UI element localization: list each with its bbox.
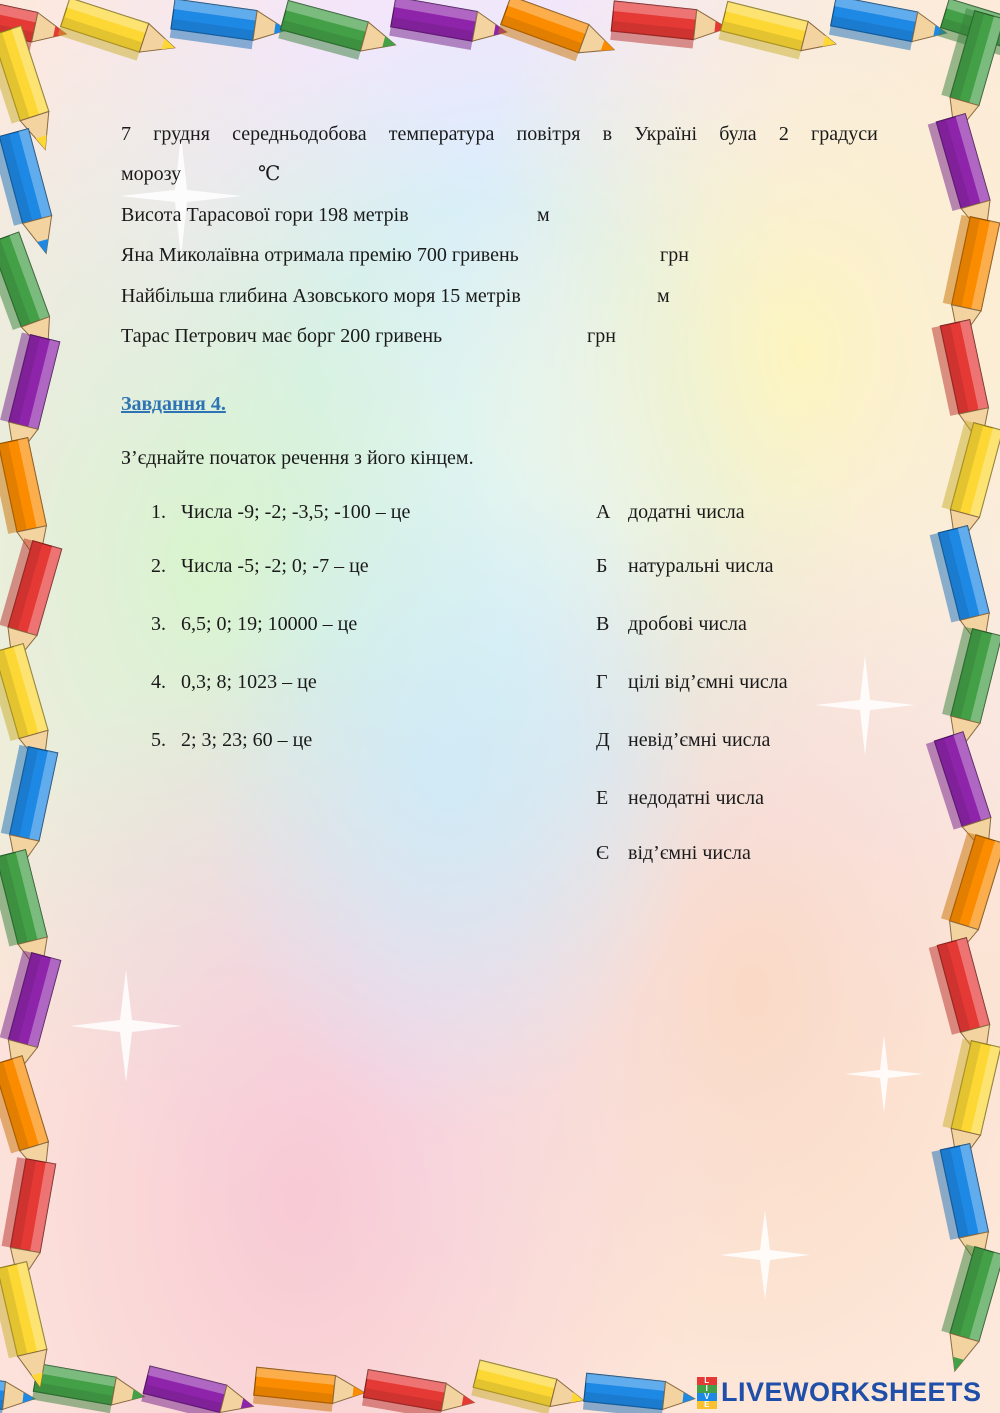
left-item-text: 2; 3; 23; 60 – це [181,729,313,751]
left-item-2 [151,554,369,578]
option-text: натуральні числа [628,555,774,577]
badge-letter: V [697,1393,717,1401]
left-item-5 [151,728,312,752]
line-1-word: середньодобова [232,123,367,145]
right-option-d [596,728,770,752]
option-text: невід’ємні числа [628,729,771,751]
left-item-text: Числа -5; -2; 0; -7 – це [181,555,369,577]
badge-letter: E [697,1401,717,1409]
exercise-line-3: Висота Тарасової гори 198 метрів [121,204,409,226]
exercise-line-6: Тарас Петрович має борг 200 гривень [121,325,443,347]
unit-hryvnia-2: грн [587,325,616,347]
line-1-word: була [719,123,757,145]
unit-hryvnia-1: грн [660,244,689,266]
exercise-line-1 [121,122,878,146]
option-text: дробові числа [628,613,747,635]
live-badge-icon [697,1377,717,1407]
task-4-title: Завдання 4. [121,393,226,415]
task-4-instruction: З’єднайте початок речення з його кінцем. [121,447,474,469]
option-letter: Г [596,671,608,693]
line-1-word: 7 [121,123,131,145]
option-letter: Е [596,787,609,809]
unit-meters-1: м [537,204,550,226]
option-text: додатні числа [628,501,745,523]
line-1-word: в [602,123,613,145]
line-1-word: Україні [634,123,698,145]
option-letter: А [596,501,611,523]
left-item-text: Числа -9; -2; -3,5; -100 – це [181,501,411,523]
right-option-e [596,786,764,810]
line-1-word: грудня [153,123,210,145]
right-option-b [596,554,773,578]
exercise-line-4: Яна Миколаївна отримала премію 700 гривень [121,244,519,266]
unit-meters-2: м [657,285,670,307]
left-item-1 [151,500,410,524]
option-letter: В [596,613,610,635]
exercise-line-2: морозу [121,163,182,185]
line-1-word: температура [388,123,495,145]
right-option-a [596,500,745,524]
left-item-number: 3. [151,613,166,635]
badge-letter: L [697,1377,717,1385]
left-item-text: 0,3; 8; 1023 – це [181,671,317,693]
option-text: недодатні числа [628,787,764,809]
badge-letter: I [697,1385,717,1393]
left-item-text: 6,5; 0; 19; 10000 – це [181,613,358,635]
left-item-number: 1. [151,501,166,523]
left-item-number: 5. [151,729,166,751]
right-option-h [596,670,788,694]
option-text: цілі від’ємні числа [628,671,788,693]
right-option-ye [596,841,751,865]
line-1-word: градуси [811,123,878,145]
left-item-3 [151,612,357,636]
exercise-line-5: Найбільша глибина Азовського моря 15 метрів [121,285,521,307]
left-item-number: 2. [151,555,166,577]
left-item-4 [151,670,317,694]
line-1-word: 2 [778,123,789,145]
option-letter: Д [596,729,610,751]
option-letter: Б [596,555,608,577]
right-option-v [596,612,747,636]
liveworksheets-logo [697,1377,982,1407]
option-letter: Є [596,842,610,864]
logo-text: LIVEWORKSHEETS [721,1376,982,1407]
line-1-word: повітря [516,123,581,145]
unit-celsius: ℃ [258,163,281,185]
left-item-number: 4. [151,671,166,693]
option-text: від’ємні числа [628,842,751,864]
